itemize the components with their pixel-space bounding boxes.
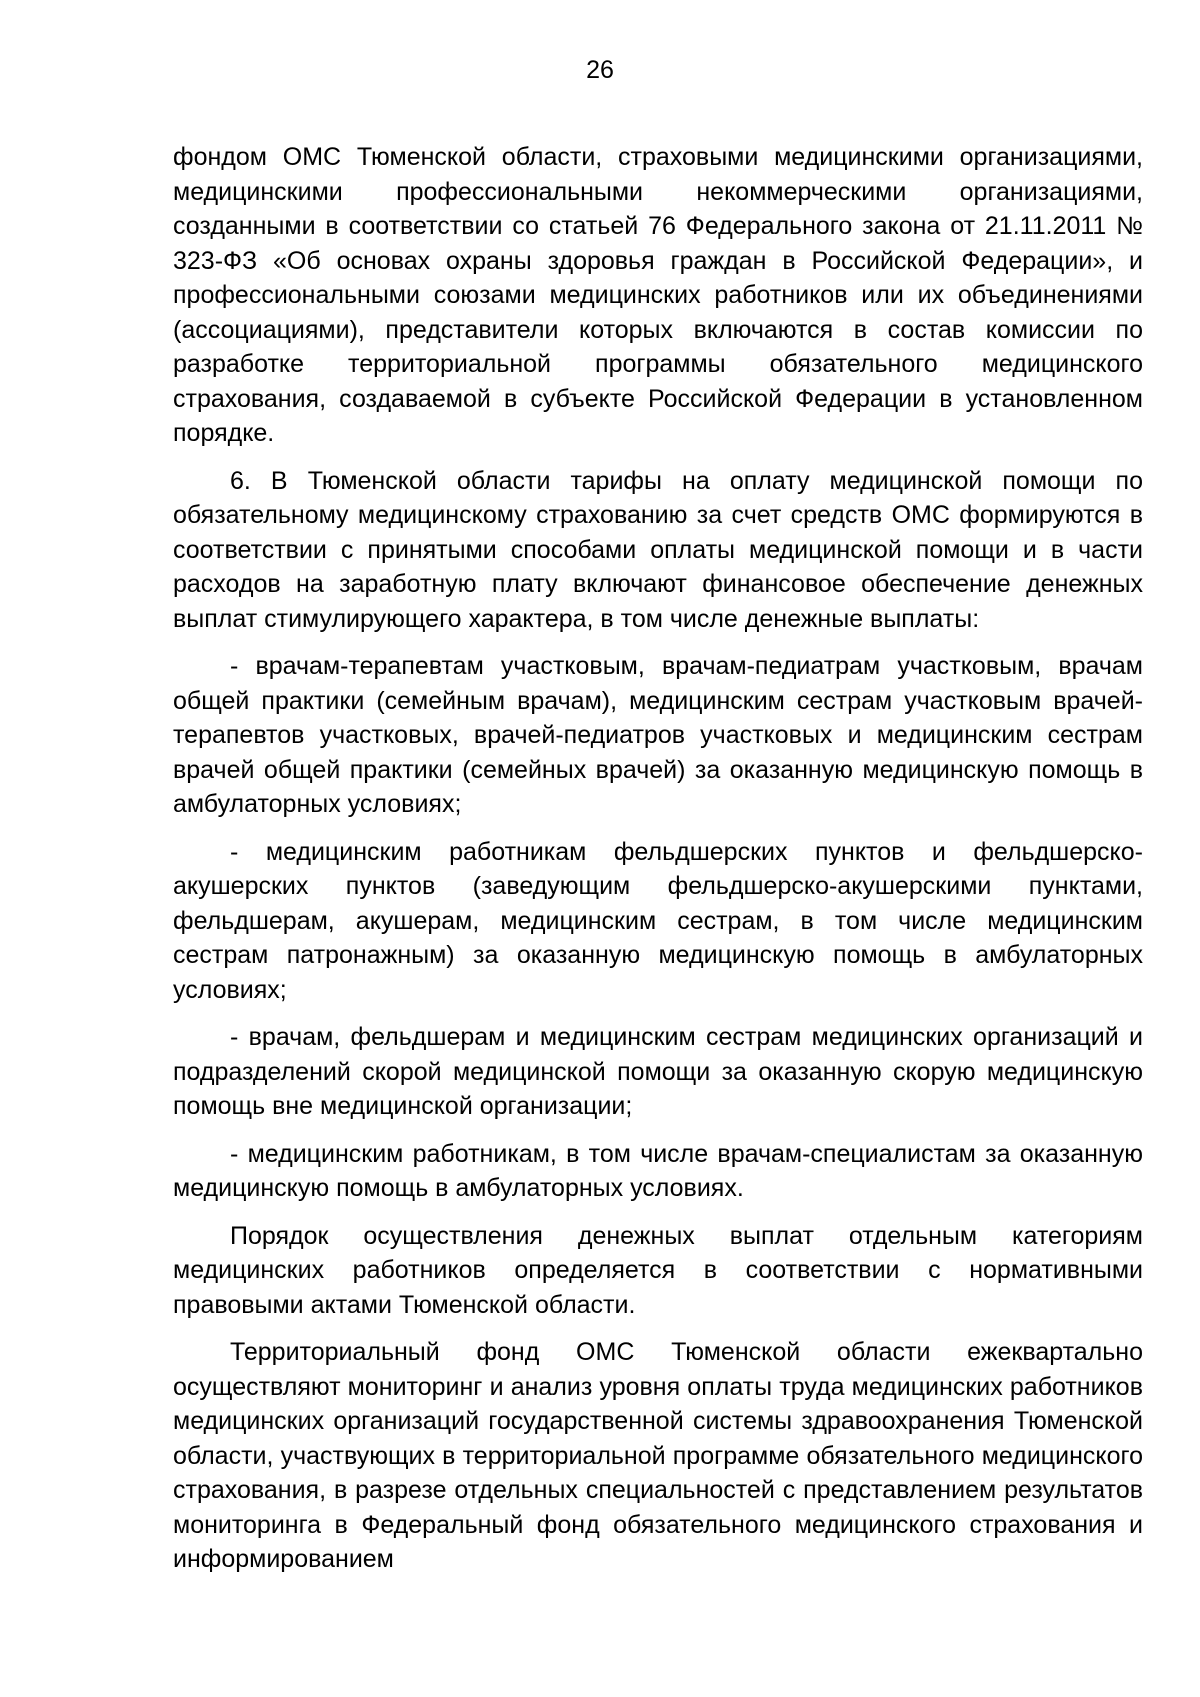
list-item-feldsher-posts: - медицинским работникам фельдшерских пунктов и фельдшерско-акушерских пунктов (заведующим фельдшерско-акушерскими пунктами, фельдшерам, акушерам, медицинским сестрам, в том числе медицинским сестрам патронажным) за оказанную медицинскую помощь в амбулаторных условиях;: [173, 837, 1143, 1004]
list-item-specialists: - медицинским работникам, в том числе врачам-специалистам за оказанную медицинскую помощь в амбулаторных условиях.: [173, 1139, 1143, 1202]
page-number: 26: [586, 56, 614, 84]
paragraph-item-6: 6. В Тюменской области тарифы на оплату медицинской помощи по обязательному медицинскому страхованию за счет средств ОМС формируются в соответствии с принятыми способами оплаты медицинской помощи и в части расходов на заработную плату включают финансовое обеспечение денежных выплат стимулирующего характера, в том числе денежные выплаты:: [173, 466, 1143, 633]
document-body: [173, 140, 1143, 1577]
list-item-ambulance: - врачам, фельдшерам и медицинским сестрам медицинских организаций и подразделений скорой медицинской помощи за оказанную скорую медицинскую помощь вне медицинской организации;: [173, 1023, 1143, 1120]
list-item-district-doctors: - врачам-терапевтам участковым, врачам-педиатрам участковым, врачам общей практики (семейным врачам), медицинским сестрам участковым врачей-терапевтов участковых, врачей-педиатров участковых и медицинским сестрам врачей общей практики (семейных врачей) за оказанную медицинскую помощь в амбулаторных условиях;: [173, 652, 1143, 818]
paragraph-payment-procedure: Порядок осуществления денежных выплат отдельным категориям медицинских работников определяется в соответствии с нормативными правовыми актами Тюменской области.: [173, 1221, 1143, 1319]
paragraph-continuation: фондом ОМС Тюменской области, страховыми медицинскими организациями, медицинскими профессиональными некоммерческими организациями, созданными в соответствии со статьей 76 Федерального закона от 21.11.2011 № 323-ФЗ «Об основах охраны здоровья граждан в Российской Федерации», и профессиональными союзами медицинских работников или их объединениями (ассоциациями), представители которых включаются в состав комиссии по разработке территориальной программы обязательного медицинского страхования, создаваемой в субъекте Российской Федерации в установленном порядке.: [173, 143, 1143, 447]
paragraph-monitoring: Территориальный фонд ОМС Тюменской области ежеквартально осуществляют мониторинг и анализ уровня оплаты труда медицинских работников медицинских организаций государственной системы здравоохранения Тюменской области, участвующих в территориальной программе обязательного медицинского страхования, в разрезе отдельных специальностей с представлением результатов мониторинга в Федеральный фонд обязательного медицинского страхования и информированием: [173, 1338, 1143, 1573]
